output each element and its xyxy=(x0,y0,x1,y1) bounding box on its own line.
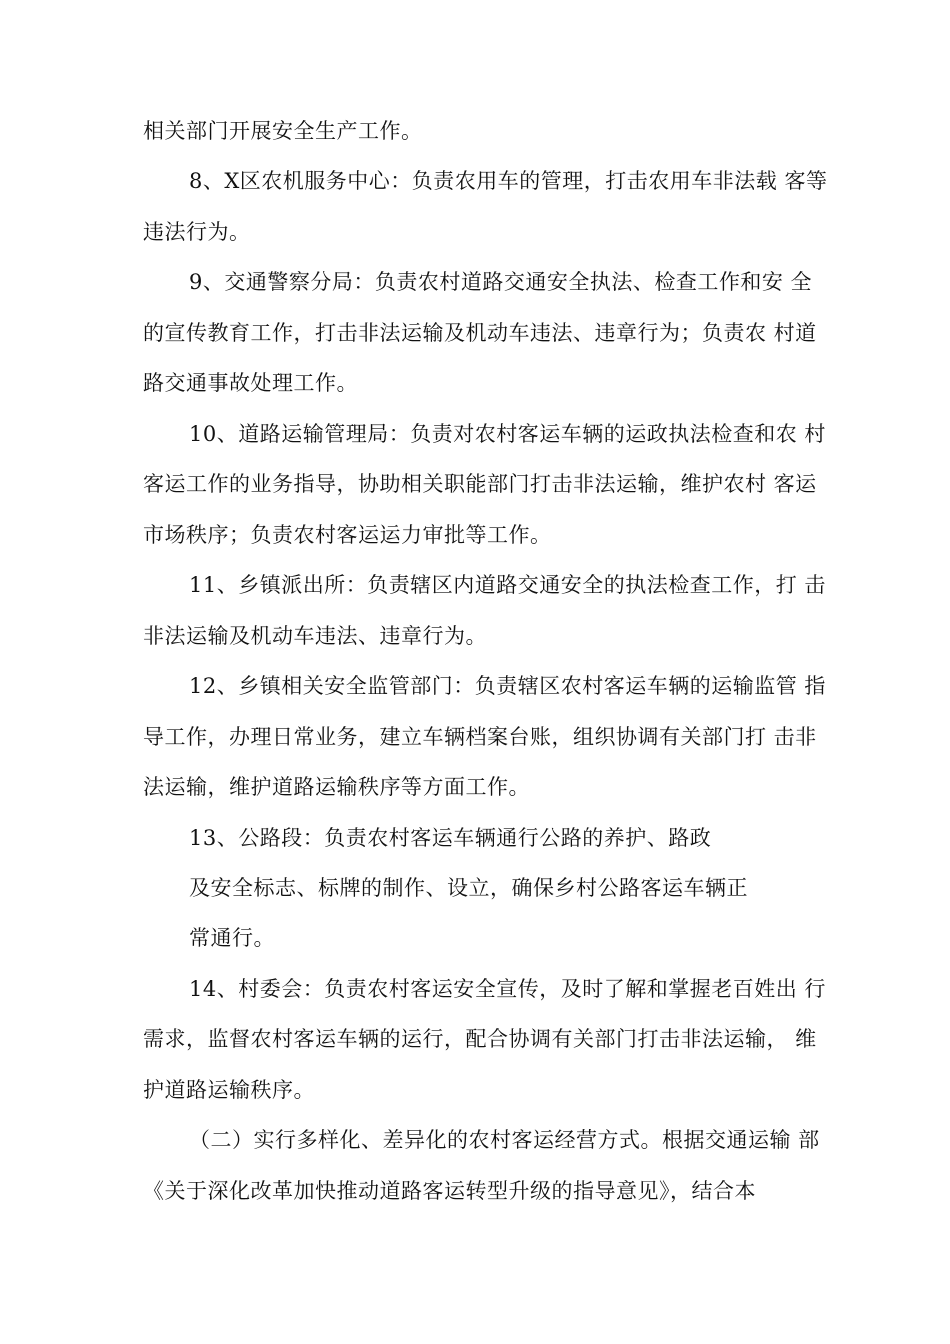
text-line: 14、村委会：负责农村客运安全宣传，及时了解和掌握老百姓出 行 xyxy=(189,977,826,1001)
text-line: 导工作，办理日常业务，建立车辆档案台账，组织协调有关部门打 击非 xyxy=(143,725,817,749)
text-line: 的宣传教育工作，打击非法运输及机动车违法、违章行为；负责农 村道 xyxy=(143,321,817,345)
text-line: 法运输，维护道路运输秩序等方面工作。 xyxy=(143,775,530,799)
text-line: 9、交通警察分局：负责农村道路交通安全执法、检查工作和安 全 xyxy=(189,270,813,294)
text-line: 客运工作的业务指导，协助相关职能部门打击非法运输，维护农村 客运 xyxy=(143,472,817,496)
text-line: 市场秩序；负责农村客运运力审批等工作。 xyxy=(143,523,552,547)
text-line: 非法运输及机动车违法、违章行为。 xyxy=(143,624,487,648)
text-line: 路交通事故处理工作。 xyxy=(143,371,358,395)
text-line: 13、公路段：负责农村客运车辆通行公路的养护、路政 xyxy=(189,826,712,850)
text-line: 及安全标志、标牌的制作、设立，确保乡村公路客运车辆正 xyxy=(189,876,748,900)
text-line: （二）实行多样化、差异化的农村客运经营方式。根据交通运输 部 xyxy=(189,1128,820,1152)
text-line: 8、X区农机服务中心：负责农用车的管理，打击农用车非法载 客等 xyxy=(189,169,828,193)
text-line: 《关于深化改革加快推动道路客运转型升级的指导意见》，结合本 xyxy=(143,1179,756,1203)
text-line: 常通行。 xyxy=(189,926,275,950)
text-line: 需求，监督农村客运车辆的运行，配合协调有关部门打击非法运输， 维 xyxy=(143,1027,817,1051)
text-line: 12、乡镇相关安全监管部门：负责辖区农村客运车辆的运输监管 指 xyxy=(189,674,826,698)
text-line: 违法行为。 xyxy=(143,220,251,244)
text-line: 11、乡镇派出所：负责辖区内道路交通安全的执法检查工作，打 击 xyxy=(189,573,826,597)
text-line: 护道路运输秩序。 xyxy=(143,1078,315,1102)
text-line: 相关部门开展安全生产工作。 xyxy=(143,119,423,143)
text-line: 10、道路运输管理局：负责对农村客运车辆的运政执法检查和农 村 xyxy=(189,422,826,446)
